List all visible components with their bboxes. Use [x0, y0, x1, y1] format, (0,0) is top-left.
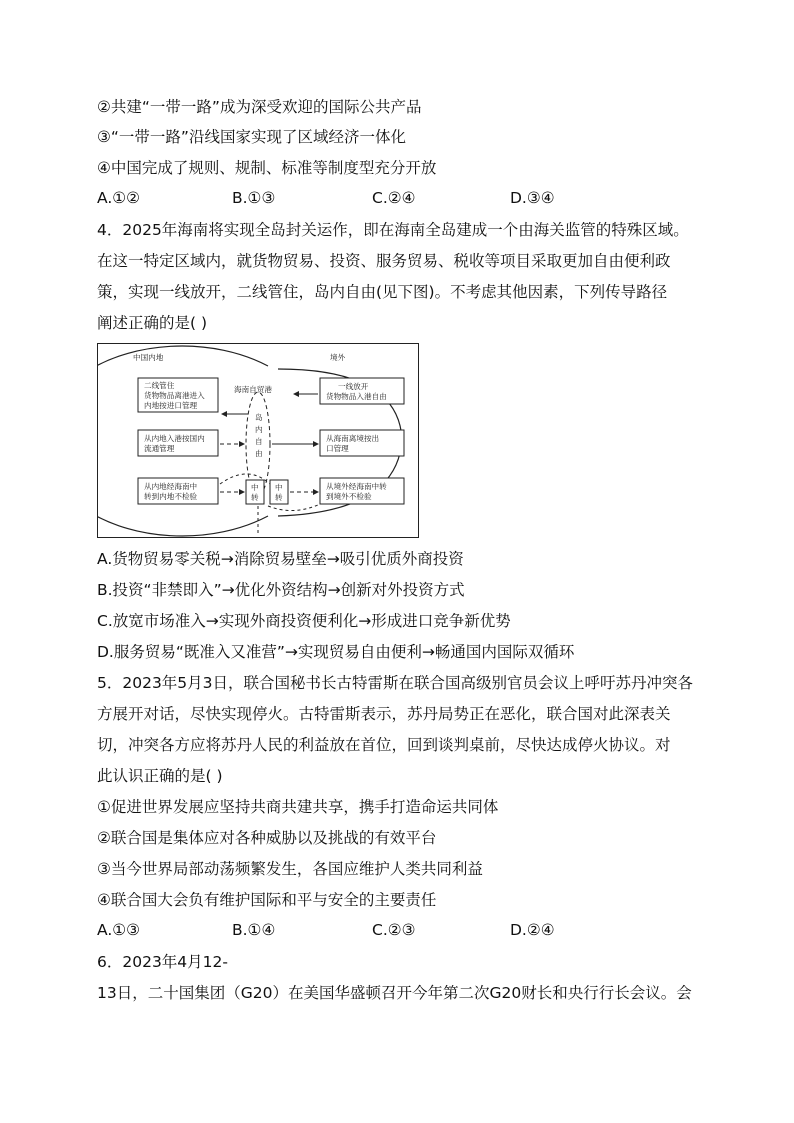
svg-text:到境外不检验: 到境外不检验 [326, 492, 372, 501]
svg-text:内地按进口管理: 内地按进口管理 [144, 401, 198, 410]
q4-stem-line-3: 策，实现一线放开，二线管住，岛内自由(见下图)。不考虑其他因素，下列传导路径 [97, 283, 668, 301]
q6-stem-line-2: 13日，二十国集团（G20）在美国华盛顿召开今年第二次G20财长和央行行长会议。会 [97, 984, 692, 1002]
svg-text:货物物品入港自由: 货物物品入港自由 [326, 392, 387, 401]
q4-option-b[interactable]: B.投资“非禁即入”→优化外资结构→创新对外投资方式 [97, 581, 465, 599]
svg-text:中: 中 [251, 483, 259, 492]
q5-stem-line-2: 方展开对话，尽快实现停火。古特雷斯表示，苏丹局势正在恶化，联合国对此深表关 [97, 705, 671, 723]
q5-stem-line-3: 切，冲突各方应将苏丹人民的利益放在首位，回到谈判桌前，尽快达成停火协议。对 [97, 736, 671, 754]
q5-option-c[interactable]: C.②③ [372, 921, 416, 939]
q5-stem-line-4: 此认识正确的是( ) [97, 767, 223, 785]
q6-stem-line-1: 6．2023年4月12- [97, 953, 228, 971]
svg-text:从内地入港按国内: 从内地入港按国内 [144, 434, 205, 443]
q4-stem-line-2: 在这一特定区域内，就货物贸易、投资、服务贸易、税收等项目采取更加自由便利政 [97, 252, 671, 270]
svg-text:从境外经海南中转: 从境外经海南中转 [326, 482, 387, 491]
q5-stem-line-1: 5．2023年5月3日，联合国秘书长古特雷斯在联合国高级别官员会议上呼吁苏丹冲突各 [97, 674, 694, 692]
q3-item-4: ④中国完成了规则、规制、标准等制度型充分开放 [97, 159, 437, 177]
q3-item-2: ②共建“一带一路”成为深受欢迎的国际公共产品 [97, 98, 422, 116]
island-char-3: 自 [255, 437, 263, 446]
svg-text:从内地经海南中: 从内地经海南中 [144, 482, 198, 491]
q3-option-c[interactable]: C.②④ [372, 189, 416, 207]
q4-option-a[interactable]: A.货物贸易零关税→消除贸易壁垒→吸引优质外商投资 [97, 550, 464, 568]
q4-option-d[interactable]: D.服务贸易“既准入又准营”→实现贸易自由便利→畅通国内国际双循环 [97, 643, 575, 661]
q3-option-b[interactable]: B.①③ [232, 189, 276, 207]
svg-text:口管理: 口管理 [326, 444, 349, 453]
island-char-1: 岛 [255, 413, 263, 422]
island-char-4: 由 [255, 449, 263, 458]
diagram-center-title: 海南自贸港 [234, 385, 272, 394]
hainan-ftp-diagram [97, 343, 419, 538]
island-char-2: 内 [255, 425, 263, 434]
svg-text:转: 转 [275, 493, 283, 502]
q5-option-a[interactable]: A.①③ [97, 921, 141, 939]
q5-option-d[interactable]: D.②④ [510, 921, 555, 939]
svg-text:转到内地不检验: 转到内地不检验 [144, 492, 198, 501]
q3-options [97, 189, 697, 209]
q3-option-a[interactable]: A.①② [97, 189, 141, 207]
svg-text:二线管住: 二线管住 [144, 381, 175, 390]
q5-option-b[interactable]: B.①④ [232, 921, 276, 939]
diagram-right-title: 境外 [330, 353, 346, 362]
q5-item-4: ④联合国大会负有维护国际和平与安全的主要责任 [97, 891, 437, 909]
svg-text:中: 中 [275, 483, 283, 492]
q4-option-c[interactable]: C.放宽市场准入→实现外商投资便利化→形成进口竞争新优势 [97, 612, 511, 630]
svg-text:一线放开: 一线放开 [338, 382, 369, 391]
q4-stem-line-1: 4．2025年海南将实现全岛封关运作，即在海南全岛建成一个由海关监管的特殊区域。 [97, 221, 689, 239]
svg-text:从海南离境按出: 从海南离境按出 [326, 434, 380, 443]
q4-stem-line-4: 阐述正确的是( ) [97, 314, 208, 332]
diagram-left-title: 中国内地 [133, 353, 164, 362]
svg-text:流通管理: 流通管理 [144, 444, 175, 453]
svg-text:转: 转 [251, 493, 259, 502]
svg-text:货物物品离港进入: 货物物品离港进入 [144, 391, 205, 400]
q5-item-1: ①促进世界发展应坚持共商共建共享，携手打造命运共同体 [97, 798, 499, 816]
q5-options [97, 921, 697, 941]
q3-item-3: ③“一带一路”沿线国家实现了区域经济一体化 [97, 128, 406, 146]
q3-option-d[interactable]: D.③④ [510, 189, 555, 207]
q5-item-3: ③当今世界局部动荡频繁发生，各国应维护人类共同利益 [97, 860, 483, 878]
q5-item-2: ②联合国是集体应对各种威胁以及挑战的有效平台 [97, 829, 437, 847]
